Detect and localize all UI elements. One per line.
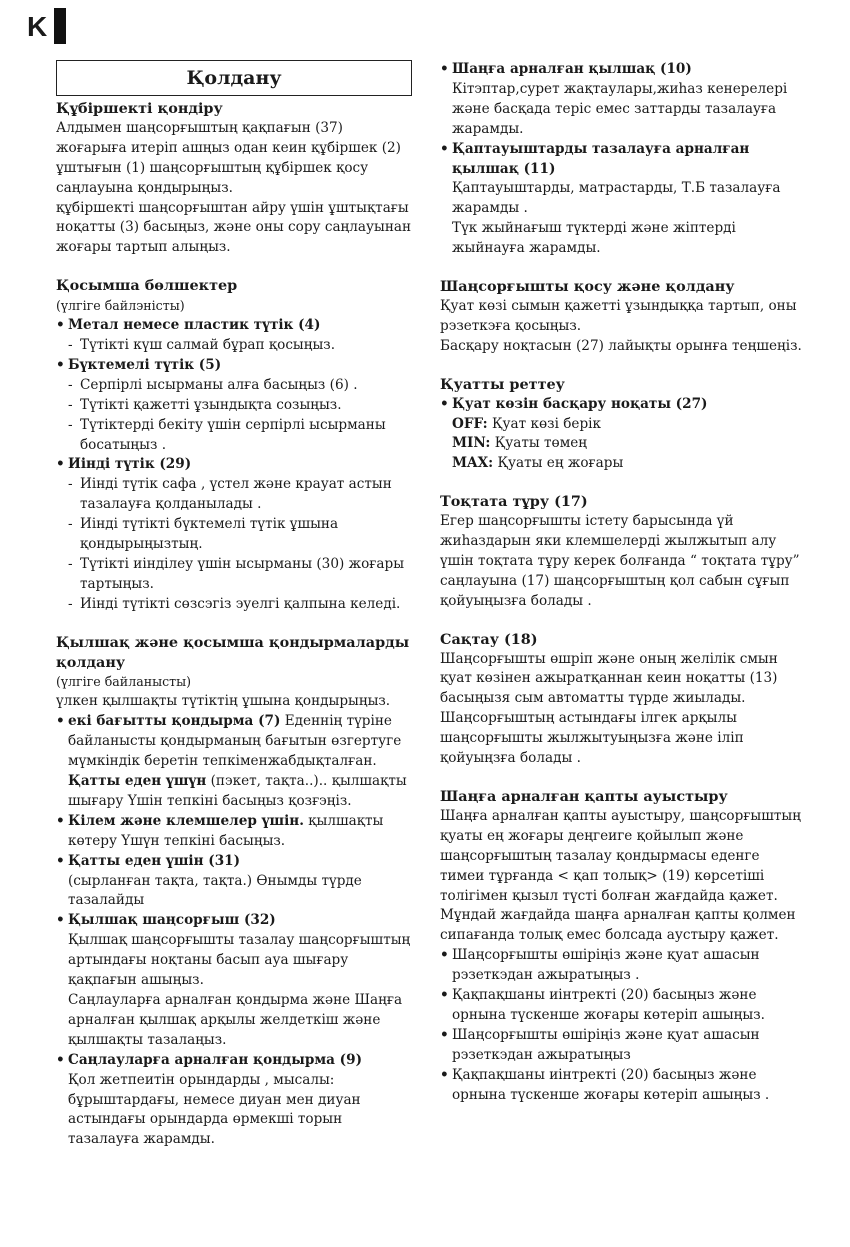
model-note: (үлгіге байланысты) xyxy=(56,674,192,690)
list-item-detail: Қатты еден үшүн (пэкет, тақта..).. қылшақты шығару Үшін тепкіні басыңыз қозғэңіз. xyxy=(68,773,407,809)
list-item-detail: Қылшақ шаңсорғышты тазалау шаңсорғыштың артындағы ноқтаны басып ауа шығару қақпағын ашыңыз. xyxy=(68,932,411,989)
list-item: - Түтікті күш салмай бұрап қосыңыз. xyxy=(56,336,412,356)
left-column xyxy=(56,60,412,1150)
section-heading-accessories: Қосымша бөлшектер xyxy=(56,277,238,295)
section-heading-hose: Құбіршекті қондіру xyxy=(56,100,223,117)
list-item: - Иінді түтікті бүктемелі түтік ұшына қондырыңызтың. xyxy=(56,515,412,555)
page-title: Қолдану xyxy=(56,60,412,96)
power-setting-max: MAX: Қуаты ең жоғары xyxy=(452,455,624,472)
list-item: • Иінді түтік (29) xyxy=(56,455,412,475)
list-item: • Шаңға арналған қылшақ (10) xyxy=(440,60,802,80)
list-item-detail: Қол жетпеитін орындарды , мысалы: бұрыштардағы, немесе диуан мен диуан астындағы орындарда өрмекші торын тазалауға жарамды. xyxy=(68,1071,361,1148)
list-item-detail: Саңлауларға арналған қондырма және Шаңға арналған қылшақ арқылы желдеткіш және қылшақты тазалаңыз. xyxy=(68,991,403,1048)
list-item: - Серпірлі ысырманы алға басыңыз (6) . xyxy=(56,376,412,396)
model-note: (үлгіге байлэністы) xyxy=(56,298,185,314)
list-item: - Түтікті иінділеу үшін ысырманы (30) жоғары тартыңыз. xyxy=(56,555,412,595)
paragraph: Қуат көзі сымын қажетті ұзындыққа тартып, оны рэзеткэға қосыңыз. xyxy=(440,297,797,334)
list-item: • Шаңсорғышты өшіріңіз және қуат ашасын рэзеткэдан ажыратыңыз xyxy=(440,1026,802,1066)
list-item: • Қуат көзін басқару ноқаты (27) xyxy=(440,395,802,415)
paragraph: Басқару ноқтасын (27) лайықты орынға теңшеңіз. xyxy=(440,337,802,354)
list-item: • екі бағытты қондырма (7) Еденнің түріне байланысты қондырманың бағытын өзгертуге мүмкіндік беретін тепкіменжабдықталған. xyxy=(56,712,412,772)
paragraph: Шаңсорғыштың астындағы ілгек арқылы шаңсорғышты жылжытуыңызға және іліп қойуыңзға болады . xyxy=(440,710,744,767)
list-item: • Қақпақшаны иінтректі (20) басыңыз және орнына түскенше жоғары көтеріп ашыңыз . xyxy=(440,1066,802,1106)
power-setting-min: MIN: Қуаты төмең xyxy=(452,435,588,452)
list-item: • Саңлауларға арналған қондырма (9) xyxy=(56,1051,412,1071)
section-heading-usage: Шаңсорғышты қосу және қолдану xyxy=(440,278,735,296)
section-heading-storage: Сақтау (18) xyxy=(440,630,538,648)
list-item-detail: Түк жыйнағыш түктерді және жіптерді жыйнауға жарамды. xyxy=(452,220,736,257)
language-tab xyxy=(24,8,66,42)
list-item: • Қақпақшаны иінтректі (20) басыңыз және орнына түскенше жоғары көтеріп ашыңыз. xyxy=(440,986,802,1026)
section-heading-brush: Қылшақ және қосымша қондырмаларды қолдану xyxy=(56,633,410,671)
list-item: • Қаптауыштарды тазалауға арналған қылшақ (11) xyxy=(440,140,802,180)
power-setting-off: OFF: Қуат көзі берік xyxy=(452,415,602,432)
list-item-detail: Қаптауыштарды, матрастарды, Т.Б тазалауға жарамды . xyxy=(452,180,781,217)
paragraph: үлкен қылшақты түтіктің ұшына қондырыңыз. xyxy=(56,693,391,710)
list-item: • Бүктемелі түтік (5) xyxy=(56,356,412,376)
paragraph: Шаңға арналған қапты ауыстыру, шаңсорғыштың қуаты ең жоғары деңгеиге қойылып және шаңсорғыштың тазалау қондырмасы еденге тимеи тұрғанда < қап толық> (19) көрсетіші толігімен қызыл түсті болған жағдайда қажет. xyxy=(440,807,801,904)
section-heading-bag: Шаңға арналған қапты ауыстыру xyxy=(440,788,728,805)
paragraph: құбіршекті шаңсорғыштан айру үшін ұштықтағы ноқатты (3) басыңыз, және оны сору саңлауынан жоғары тартып алыңыз. xyxy=(56,199,412,256)
language-letter: K xyxy=(27,11,48,42)
list-item-detail: Кітэптар,сурет жақтаулары,жиһаз кенерелері және басқада теріс емес заттарды тазалауға жарамды. xyxy=(452,80,788,137)
list-item: - Түтіктерді бекіту үшін серпірлі ысырманы босатыңыз . xyxy=(56,416,412,456)
list-item: • Шаңсорғышты өшіріңіз және қуат ашасын рэзеткэдан ажыратыңыз . xyxy=(440,946,802,986)
list-item: - Түтікті қажетті ұзындықта созыңыз. xyxy=(56,396,412,416)
paragraph: Шаңсорғышты өшріп және оның желілік смын қуат көзінен ажыратқаннан кеин ноқатты (13) басыңызя сым автоматты түрде жиылады. xyxy=(440,650,778,707)
list-item: • Кілем және клемшелер үшін. қылшақты көтеру Үшүн тепкіні басыңыз. xyxy=(56,812,412,852)
section-heading-power: Қуатты реттеу xyxy=(440,375,565,393)
list-item: - Иінді түтік сафа , үстел және крауат астын тазалауға қолданылады . xyxy=(56,475,412,515)
section-heading-pause: Тоқтата тұру (17) xyxy=(440,493,588,511)
list-item-detail: (сырланған тақта, тақта.) Өнымды түрде тазалайды xyxy=(68,872,362,909)
right-column xyxy=(440,60,802,1106)
paragraph: Мұндай жағдайда шаңға арналған қапты қолмен сипағанда толық емес болсада аустыру қажет. xyxy=(440,907,796,944)
paragraph: Егер шаңсорғышты істету барысында үй жиһаздарын яки клемшелерді жылжытып алу үшін тоқтата тұру керек болғанда “ тоқтата тұру” саңлауына (17) шаңсорғыштың қол сабын сұғып қойуыңызға болады . xyxy=(440,513,800,609)
language-bar xyxy=(54,8,66,44)
paragraph: Алдымен шаңсорғыштың қақпағын (37) жоғарыға итеріп ашңыз одан кеин құбіршек (2) ұштығын (1) шаңсорғыштың құбіршек қосу саңлауына қондырыңыз. xyxy=(56,119,401,196)
list-item: • Метал немесе пластик түтік (4) xyxy=(56,316,412,336)
list-item: • Қылшақ шаңсорғыш (32) xyxy=(56,911,412,931)
list-item: - Иінді түтікті сөзсэгіз эуелгі қалпына келеді. xyxy=(56,595,412,615)
list-item: • Қатты еден үшін (31) xyxy=(56,852,412,872)
